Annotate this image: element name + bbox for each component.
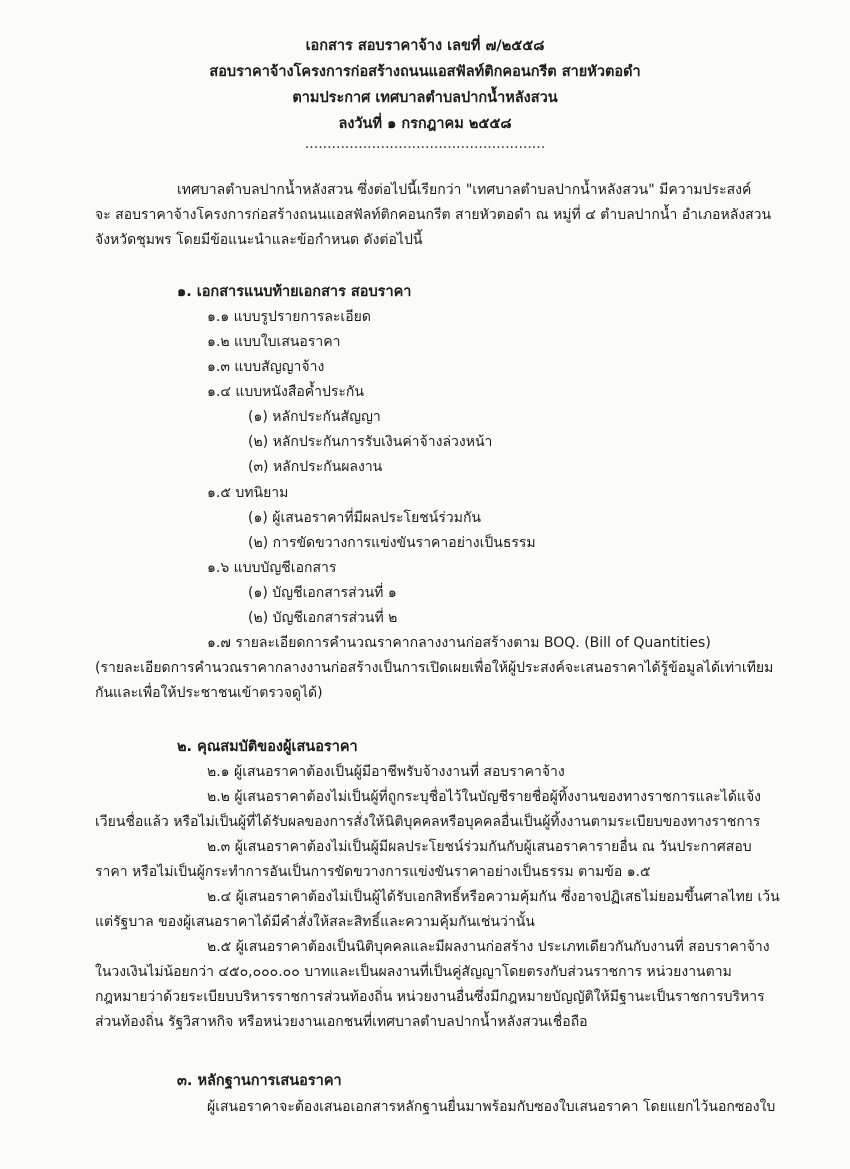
section-2-title: ๒. คุณสมบัติของผู้เสนอราคา [177, 739, 358, 755]
intro-line-3: จังหวัดชุมพร โดยมีข้อแนะนำและข้อกำหนด ดังต่อไปนี้ [95, 232, 423, 248]
item-1-3: ๑.๓ แบบสัญญาจ้าง [207, 359, 325, 375]
item-1-7-note-1: (รายละเอียดการคำนวณราคากลางงานก่อสร้างเป็นการเปิดเผยเพื่อให้ผู้ประสงค์จะเสนอราคาได้รู้ข้อมูลได้เท่าเทียม [95, 660, 774, 676]
para-2-4-line-1: ๒.๔ ผู้เสนอราคาต้องไม่เป็นผู้ได้รับเอกสิทธิ์หรือความคุ้มกัน ซึ่งอาจปฏิเสธไม่ยอมขึ้นศาลไทย เว้น [207, 889, 780, 905]
item-1-7: ๑.๗ รายละเอียดการคำนวณราคากลางงานก่อสร้างตาม BOQ. (Bill of Quantities) [207, 635, 711, 651]
doc-header-line-1: เอกสาร สอบราคาจ้าง เลขที่ ๗/๒๕๕๘ [305, 38, 545, 54]
item-1-2: ๑.๒ แบบใบเสนอราคา [207, 334, 341, 350]
item-1-6-2: (๒) บัญชีเอกสารส่วนที่ ๒ [248, 610, 398, 626]
section-1-title: ๑. เอกสารแนบท้ายเอกสาร สอบราคา [177, 284, 412, 300]
para-2-1: ๒.๑ ผู้เสนอราคาต้องเป็นผู้มีอาชีพรับจ้างงานที่ สอบราคาจ้าง [207, 764, 565, 780]
item-1-5-1: (๑) ผู้เสนอราคาที่มีผลประโยชน์ร่วมกัน [248, 510, 481, 526]
intro-line-2: จะ สอบราคาจ้างโครงการก่อสร้างถนนแอสฟัลท์ติกคอนกรีต สายหัวตอดำ ณ หมู่ที่ ๔ ตำบลปากน้ำ อำเภอหลังสวน [95, 207, 772, 223]
section-3-title: ๓. หลักฐานการเสนอราคา [177, 1073, 342, 1089]
item-1-1: ๑.๑ แบบรูปรายการละเอียด [207, 309, 371, 325]
item-1-6: ๑.๖ แบบบัญชีเอกสาร [207, 560, 337, 576]
item-1-4: ๑.๔ แบบหนังสือค้ำประกัน [207, 384, 364, 400]
para-2-2-line-2: เวียนชื่อแล้ว หรือไม่เป็นผู้ที่ได้รับผลของการสั่งให้นิติบุคคลหรือบุคคลอื่นเป็นผู้ทิ้งงานตามระเบียบของทางราชการ [95, 814, 761, 830]
doc-header-line-3: ตามประกาศ เทศบาลตำบลปากน้ำหลังสวน [292, 90, 558, 106]
item-1-4-3: (๓) หลักประกันผลงาน [248, 459, 383, 475]
para-2-3-line-1: ๒.๓ ผู้เสนอราคาต้องไม่เป็นผู้มีผลประโยชน์ร่วมกันกับผู้เสนอราคารายอื่น ณ วันประกาศสอบ [207, 839, 752, 855]
para-2-5-line-1: ๒.๕ ผู้เสนอราคาต้องเป็นนิติบุคคลและมีผลงานก่อสร้าง ประเภทเดียวกันกับงานที่ สอบราคาจ้าง [207, 939, 770, 955]
item-1-5: ๑.๕ บทนิยาม [207, 485, 289, 501]
item-1-7-note-2: กันและเพื่อให้ประชาชนเข้าตรวจดูได้) [95, 685, 323, 701]
para-2-4-line-2: แต่รัฐบาล ของผู้เสนอราคาได้มีคำสั่งให้สละสิทธิ์และความคุ้มกันเช่นว่านั้น [95, 914, 535, 930]
para-2-5-line-2: ในวงเงินไม่น้อยกว่า ๔๕๐,๐๐๐.๐๐ บาทและเป็นผลงานที่เป็นคู่สัญญาโดยตรงกับส่วนราชการ หน่วยงานตาม [95, 964, 732, 980]
para-2-5-line-3: กฎหมายว่าด้วยระเบียบบริหารราชการส่วนท้องถิ่น หน่วยงานอื่นซึ่งมีกฎหมายบัญญัติให้มีฐานะเป็นราชการบริหาร [95, 989, 765, 1005]
doc-header-line-2: สอบราคาจ้างโครงการก่อสร้างถนนแอสฟัลท์ติกคอนกรีต สายหัวตอดำ [209, 64, 641, 80]
intro-line-1: เทศบาลตำบลปากน้ำหลังสวน ซึ่งต่อไปนี้เรียกว่า "เทศบาลตำบลปากน้ำหลังสวน" มีความประสงค์ [177, 182, 752, 198]
para-2-2-line-1: ๒.๒ ผู้เสนอราคาต้องไม่เป็นผู้ที่ถูกระบุชื่อไว้ในบัญชีรายชื่อผู้ทิ้งงานของทางราชการและได้แจ้ง [207, 789, 761, 805]
para-2-3-line-2: ราคา หรือไม่เป็นผู้กระทำการอันเป็นการขัดขวางการแข่งขันราคาอย่างเป็นธรรม ตามข้อ ๑.๕ [95, 864, 651, 880]
para-3-1: ผู้เสนอราคาจะต้องเสนอเอกสารหลักฐานยื่นมาพร้อมกับซองใบเสนอราคา โดยแยกไว้นอกซองใบ [207, 1099, 776, 1115]
item-1-4-2: (๒) หลักประกันการรับเงินค่าจ้างล่วงหน้า [248, 434, 493, 450]
doc-header-line-4: ลงวันที่ ๑ กรกฎาคม ๒๕๕๘ [338, 116, 512, 132]
item-1-6-1: (๑) บัญชีเอกสารส่วนที่ ๑ [248, 585, 397, 601]
header-divider: ...................................................... [304, 136, 546, 152]
para-2-5-line-4: ส่วนท้องถิ่น รัฐวิสาหกิจ หรือหน่วยงานเอกชนที่เทศบาลตำบลปากน้ำหลังสวนเชื่อถือ [95, 1014, 588, 1030]
item-1-4-1: (๑) หลักประกันสัญญา [248, 409, 381, 425]
item-1-5-2: (๒) การขัดขวางการแข่งขันราคาอย่างเป็นธรรม [248, 535, 536, 551]
